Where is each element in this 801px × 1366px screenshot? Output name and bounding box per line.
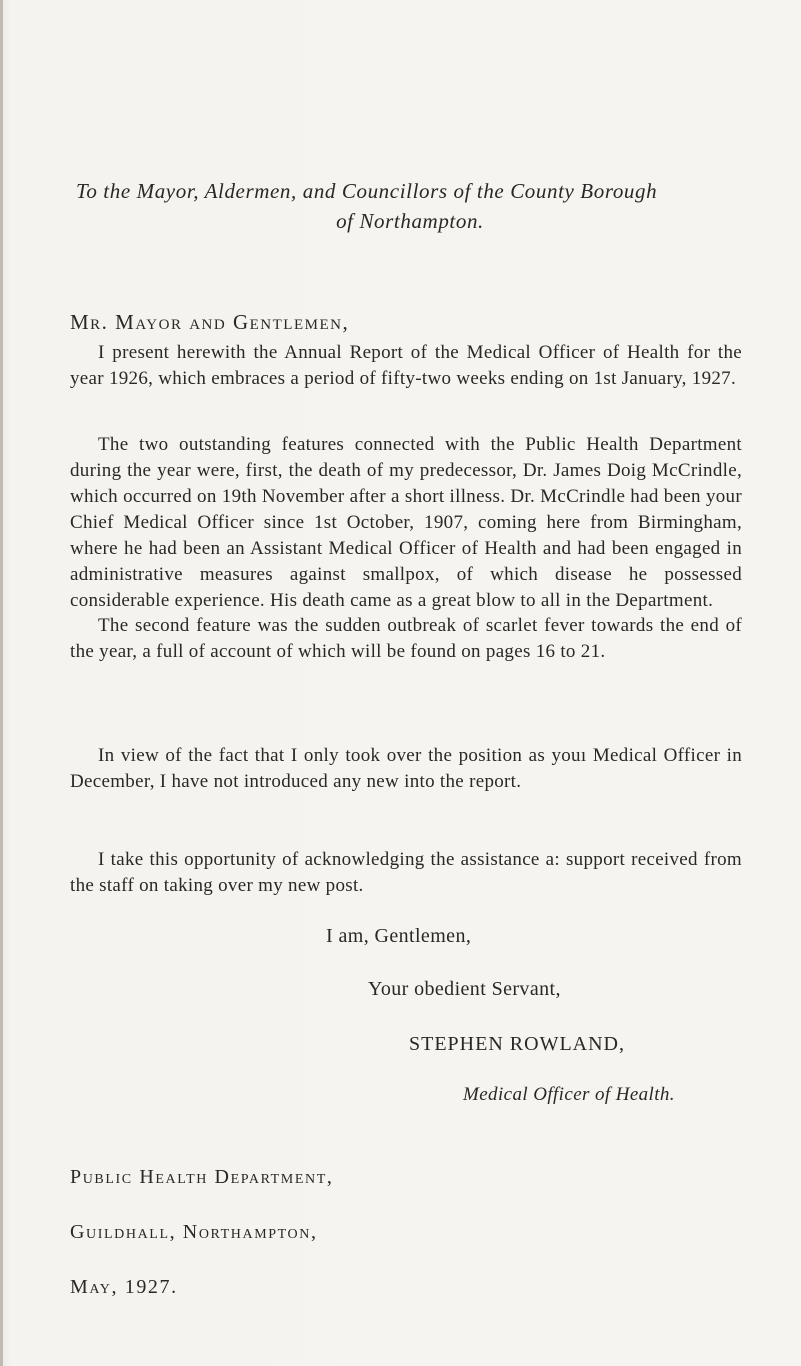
paragraph-2: The two outstanding features connected with the Public Health Department during the year were, first, the death of my predecessor, Dr. James Doig McCrindle, which occurred on 19th November after a short illness. Dr. McCrindle had been your Chief Medical Officer since 1st October, 1907, coming here from Birmingham, where he had been an Assistant Medical Officer of Health and had been engaged in administrative measures against smallpox, of which disease he possessed considerable experience. His death came as a great blow to all in the Department. [70,434,742,611]
address-line-2: Guildhall, Northampton, [70,1221,318,1243]
page-binding-edge [0,0,3,1366]
signatory-title: Medical Officer of Health. [463,1084,675,1105]
address-date: May, 1927. [70,1276,178,1298]
paragraph-3: The second feature was the sudden outbreak of scarlet fever towards the end of the year, a full of account of which will be found on pages 16 to 21. [70,615,742,662]
paragraph-4: In view of the fact that I only took over the position as youı Medical Officer in December, I have not introduced any new into the report. [70,745,742,792]
salutation: Mr. Mayor and Gentlemen, [70,310,350,334]
signatory-name: STEPHEN ROWLAND, [409,1033,625,1055]
paragraph-5: I take this opportunity of acknowledging the assistance a: support received from the staff on taking over my new post. [70,849,742,896]
addressee-block [70,176,750,236]
closing-line-2: Your obedient Servant, [368,978,561,1000]
address-line-1: Public Health Department, [70,1166,334,1188]
closing-line-1: I am, Gentlemen, [326,925,472,947]
addressee-line-2: of Northampton. [336,209,484,233]
paragraph-1: I present herewith the Annual Report of the Medical Officer of Health for the year 1926, which embraces a period of fifty-two weeks ending on 1st January, 1927. [70,342,742,389]
addressee-line-1: To the Mayor, Aldermen, and Councillors of the County Borough [76,179,658,203]
